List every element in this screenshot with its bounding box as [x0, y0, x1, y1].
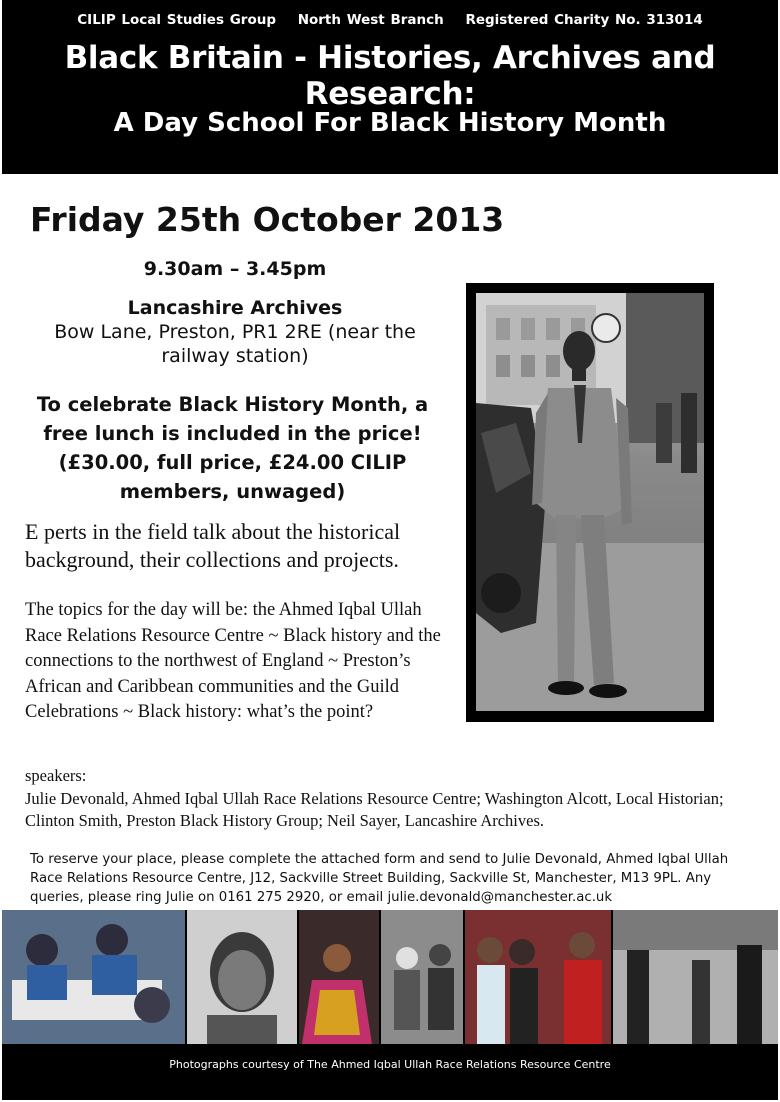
photo-collage: [2, 910, 778, 1044]
event-time: 9.30am – 3.45pm: [143, 258, 327, 280]
photo-strip: [2, 910, 778, 1044]
org-name: CILIP Local Studies Group: [77, 12, 276, 28]
man-in-suit-photo: [476, 293, 704, 711]
branch-name: North West Branch: [297, 12, 444, 28]
group-photo: [381, 910, 463, 1044]
event-date: Friday 25th October 2013: [30, 200, 505, 239]
photo-credit: Photographs courtesy of The Ahmed Iqbal Ullah Race Relations Resource Centre: [169, 1058, 611, 1071]
portrait-photo: [187, 910, 297, 1044]
charity-number: Registered Charity No. 313014: [465, 12, 703, 28]
footer: [2, 1044, 778, 1100]
speakers-list: Julie Devonald, Ahmed Iqbal Ullah Race Relations Resource Centre; Washington Alcott, Local Historian; Clinton Smith, Preston Black History Group; Neil Sayer, Lancashire Archives.: [25, 789, 724, 830]
price-info: To celebrate Black History Month, a free lunch is included in the price! (£30.00, full price, £24.00 CILIP members, unwaged): [36, 393, 429, 503]
reservation-info: To reserve your place, please complete the attached form and send to Julie Devonald, Ahmed Iqbal Ullah Race Relations Resource Centre, J12, Sackville Street Building, Sackville St, Manchester, M13 9PL. Any queries, please ring Julie on 0161 275 2920, or email julie.devonald@manchester.ac.uk: [30, 852, 729, 905]
classroom-photo: [2, 910, 185, 1044]
experts-paragraph: E perts in the field talk about the historical background, their collections and projects.: [25, 519, 401, 572]
topics-paragraph: The topics for the day will be: the Ahmed Iqbal Ullah Race Relations Resource Centre ~ Black history and the connections to the northwest of England ~ Preston’s African and Caribbean communities and the Guild Celebrations ~ Black history: what’s the point?: [25, 600, 441, 722]
speakers-label: speakers:: [25, 766, 87, 785]
featured-photo-frame: [466, 283, 714, 722]
page-title: Black Britain - Histories, Archives and Research:: [64, 40, 716, 112]
event-venue: [20, 296, 450, 368]
organisation-line: [2, 12, 778, 28]
venue-address: Bow Lane, Preston, PR1 2RE (near the railway station): [54, 321, 416, 367]
dancer-photo: [299, 910, 379, 1044]
page-subtitle: A Day School For Black History Month: [113, 108, 667, 138]
header-banner: [2, 0, 778, 174]
street-photo: [613, 910, 778, 1044]
mayor-photo: [465, 910, 611, 1044]
featured-photo: [476, 293, 704, 711]
venue-name: Lancashire Archives: [127, 297, 343, 319]
